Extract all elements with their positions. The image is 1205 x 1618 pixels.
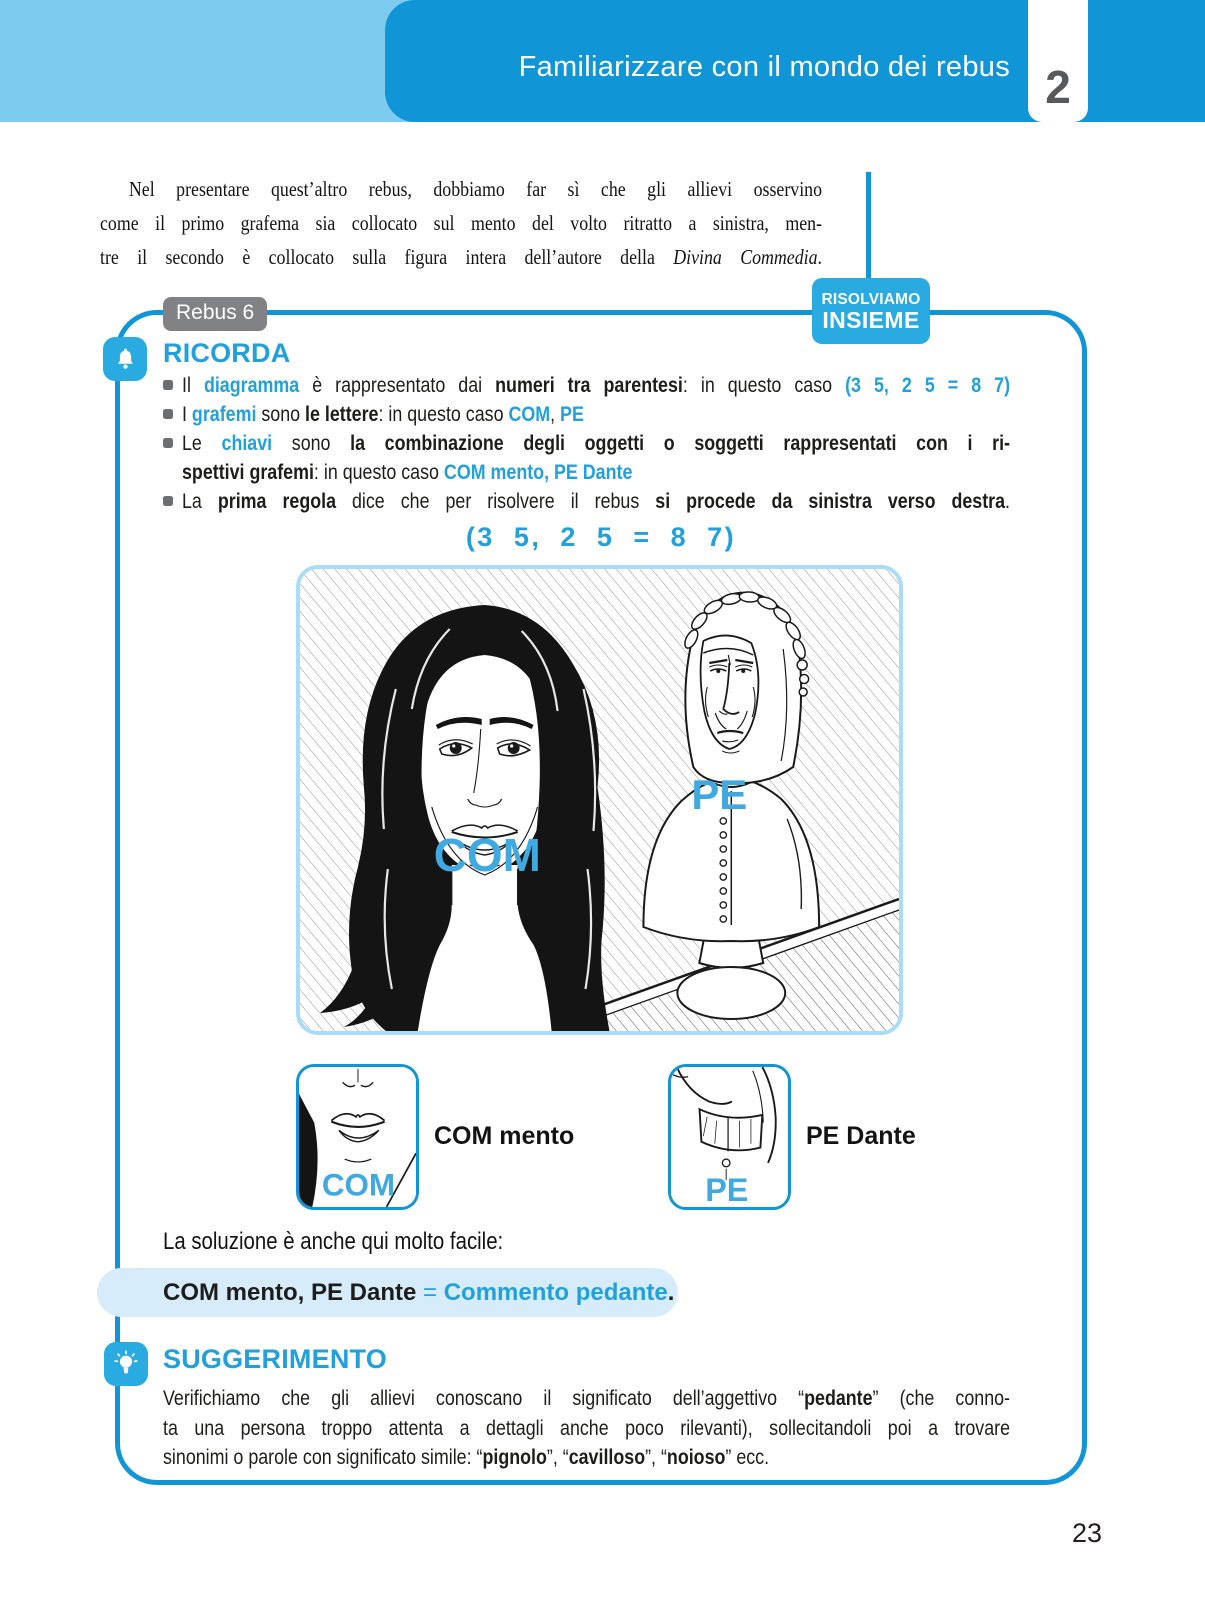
bullet-marker — [163, 496, 173, 506]
bell-icon — [103, 337, 147, 381]
list-item-line: La prima regola dice che per risolvere il rebus si procede da sinistra verso destra. — [182, 490, 1011, 513]
list-item — [163, 487, 1010, 516]
suggerimento-heading: SUGGERIMENTO — [163, 1344, 387, 1374]
thumb-pe-dante — [668, 1064, 791, 1210]
bullet-marker — [163, 438, 173, 448]
rebus-illustration — [296, 565, 903, 1035]
thumb-com-mento — [296, 1064, 419, 1210]
intro-line: tre il secondo è collocato sulla figura intera dell’autore della Divina Commedia. — [100, 245, 823, 269]
diagram-notation: (3 5, 2 5 = 8 7) — [465, 522, 737, 552]
solution-pill — [97, 1268, 678, 1317]
suggerimento-line: ta una persona troppo attenta a dettagli anche poco rilevanti), sollecitandoli poi a trovare — [163, 1416, 1011, 1440]
suggerimento-line: Verifichiamo che gli allievi conoscano il significato dell’aggettivo “pedante” (che conno- — [163, 1387, 1011, 1410]
bullet-marker — [163, 380, 173, 390]
ricorda-heading: RICORDA — [163, 338, 291, 368]
solve-badge-line2: INSIEME — [822, 306, 920, 333]
solve-badge-line1: RISOLVIAMO — [821, 290, 921, 308]
suggerimento-paragraph — [163, 1384, 1010, 1473]
page-title: Familiarizzare con il mondo dei rebus — [518, 50, 1010, 83]
page-number: 23 — [1072, 1518, 1103, 1548]
list-item — [163, 400, 1010, 429]
list-item-line: I grafemi sono le lettere: in questo caso COM, PE — [182, 403, 584, 426]
lightbulb-icon — [104, 1342, 148, 1386]
list-item-line: Le chiavi sono la combinazione degli oggetti o soggetti rappresentati con i ri- — [182, 432, 1011, 455]
connector-line — [866, 172, 871, 288]
thumb-com-overlay: COM — [321, 1166, 396, 1203]
list-item — [163, 429, 1010, 487]
suggerimento-line: sinonimi o parole con significato simile: “pignolo”, “cavilloso”, “noioso” ecc. — [163, 1446, 770, 1469]
solve-together-badge — [812, 278, 930, 344]
thumb-pe-overlay: PE — [705, 1172, 749, 1207]
list-item — [163, 371, 1010, 400]
solution-lead-text: La soluzione è anche qui molto facile: — [163, 1228, 504, 1255]
rebus-number-badge: Rebus 6 — [163, 297, 267, 331]
header-light-band — [0, 0, 430, 122]
intro-paragraph — [100, 172, 822, 274]
chapter-number: 2 — [1045, 61, 1071, 113]
intro-line: Nel presentare quest’altro rebus, dobbiamo far sì che gli allievi osservino — [128, 177, 823, 201]
solution-text: COM mento, PE Dante = Commento pedante. — [163, 1278, 675, 1306]
bullet-marker — [163, 409, 173, 419]
chapter-tab — [1028, 0, 1088, 122]
intro-line: come il primo grafema sia collocato sul mento del volto ritratto a sinistra, men- — [100, 211, 823, 235]
caption-pe-dante: PE Dante — [806, 1122, 916, 1150]
solution-lead — [163, 1228, 863, 1256]
caption-com-mento: COM mento — [434, 1122, 575, 1150]
list-item-line: Il diagramma è rappresentato dai numeri tra parentesi: in questo caso (3 5, 2 5 = 8 7) — [182, 374, 1011, 397]
ricorda-list — [163, 371, 1010, 516]
list-item-line: spettivi grafemi: in questo caso COM mento, PE Dante — [182, 461, 633, 484]
illustration-drawing — [300, 569, 899, 1031]
illustration-com-label: COM — [433, 828, 541, 882]
illustration-pe-label: PE — [691, 770, 748, 819]
